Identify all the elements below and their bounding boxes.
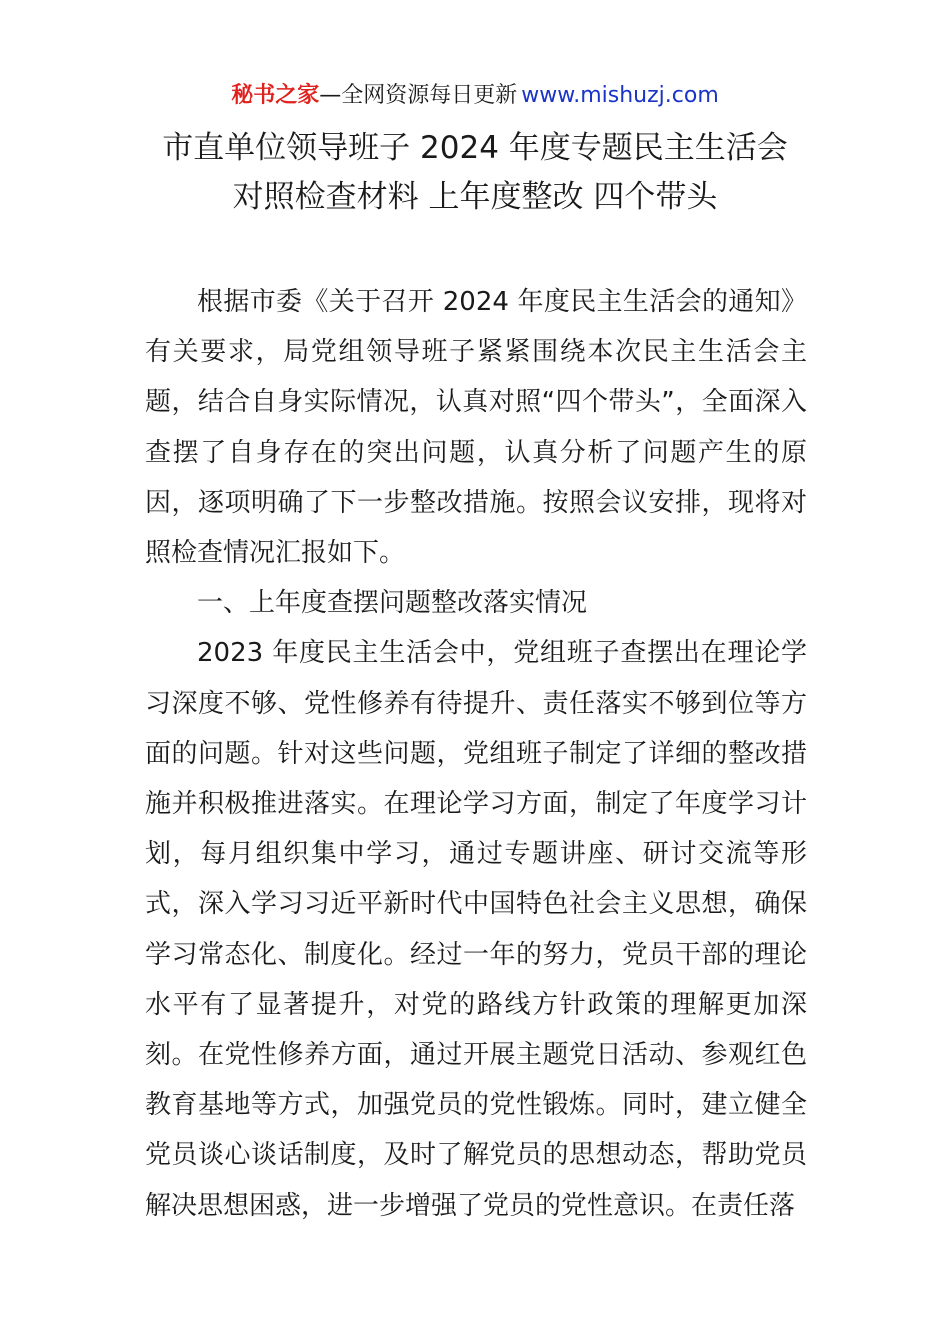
- document-title-line-2: 对照检查材料 上年度整改 四个带头: [232, 179, 718, 215]
- body-paragraph: 2023 年度民主生活会中，党组班子查摆出在理论学习深度不够、党性修养有待提升、责任落实不够到位等方面的问题。针对这些问题，党组班子制定了详细的整改措施并积极推进落实。在理论学习方面，制定了年度学习计划，每月组织集中学习，通过专题讲座、研讨交流等形式，深入学习习近平新时代中国特色社会主义思想，确保学习常态化、制度化。经过一年的努力，党员干部的理论水平有了显著提升，对党的路线方针政策的理解更加深刻。在党性修养方面，通过开展主题党日活动、参观红色教育基地等方式，加强党员的党性锻炼。同时，建立健全党员谈心谈话制度，及时了解党员的思想动态，帮助党员解决思想困惑，进一步增强了党员的党性意识。在责任落: [145, 638, 807, 1221]
- brand-name: 秘书之家: [231, 83, 320, 108]
- header-tagline: —全网资源每日更新: [319, 83, 518, 108]
- document-title-line-1: 市直单位领导班子 2024 年度专题民主生活会: [162, 130, 788, 166]
- intro-paragraph: 根据市委《关于召开 2024 年度民主生活会的通知》有关要求，局党组领导班子紧紧围绕本次民主生活会主题，结合自身实际情况，认真对照“四个带头”，全面深入查摆了自身存在的突出问题，认真分析了问题产生的原因，逐项明确了下一步整改措施。按照会议安排，现将对照检查情况汇报如下。: [145, 287, 807, 569]
- site-url-link[interactable]: www.mishuzj.com: [521, 83, 719, 108]
- site-header: [0, 80, 950, 112]
- document-body: [145, 277, 807, 1231]
- section-heading: 一、上年度查摆问题整改落实情况: [197, 588, 588, 619]
